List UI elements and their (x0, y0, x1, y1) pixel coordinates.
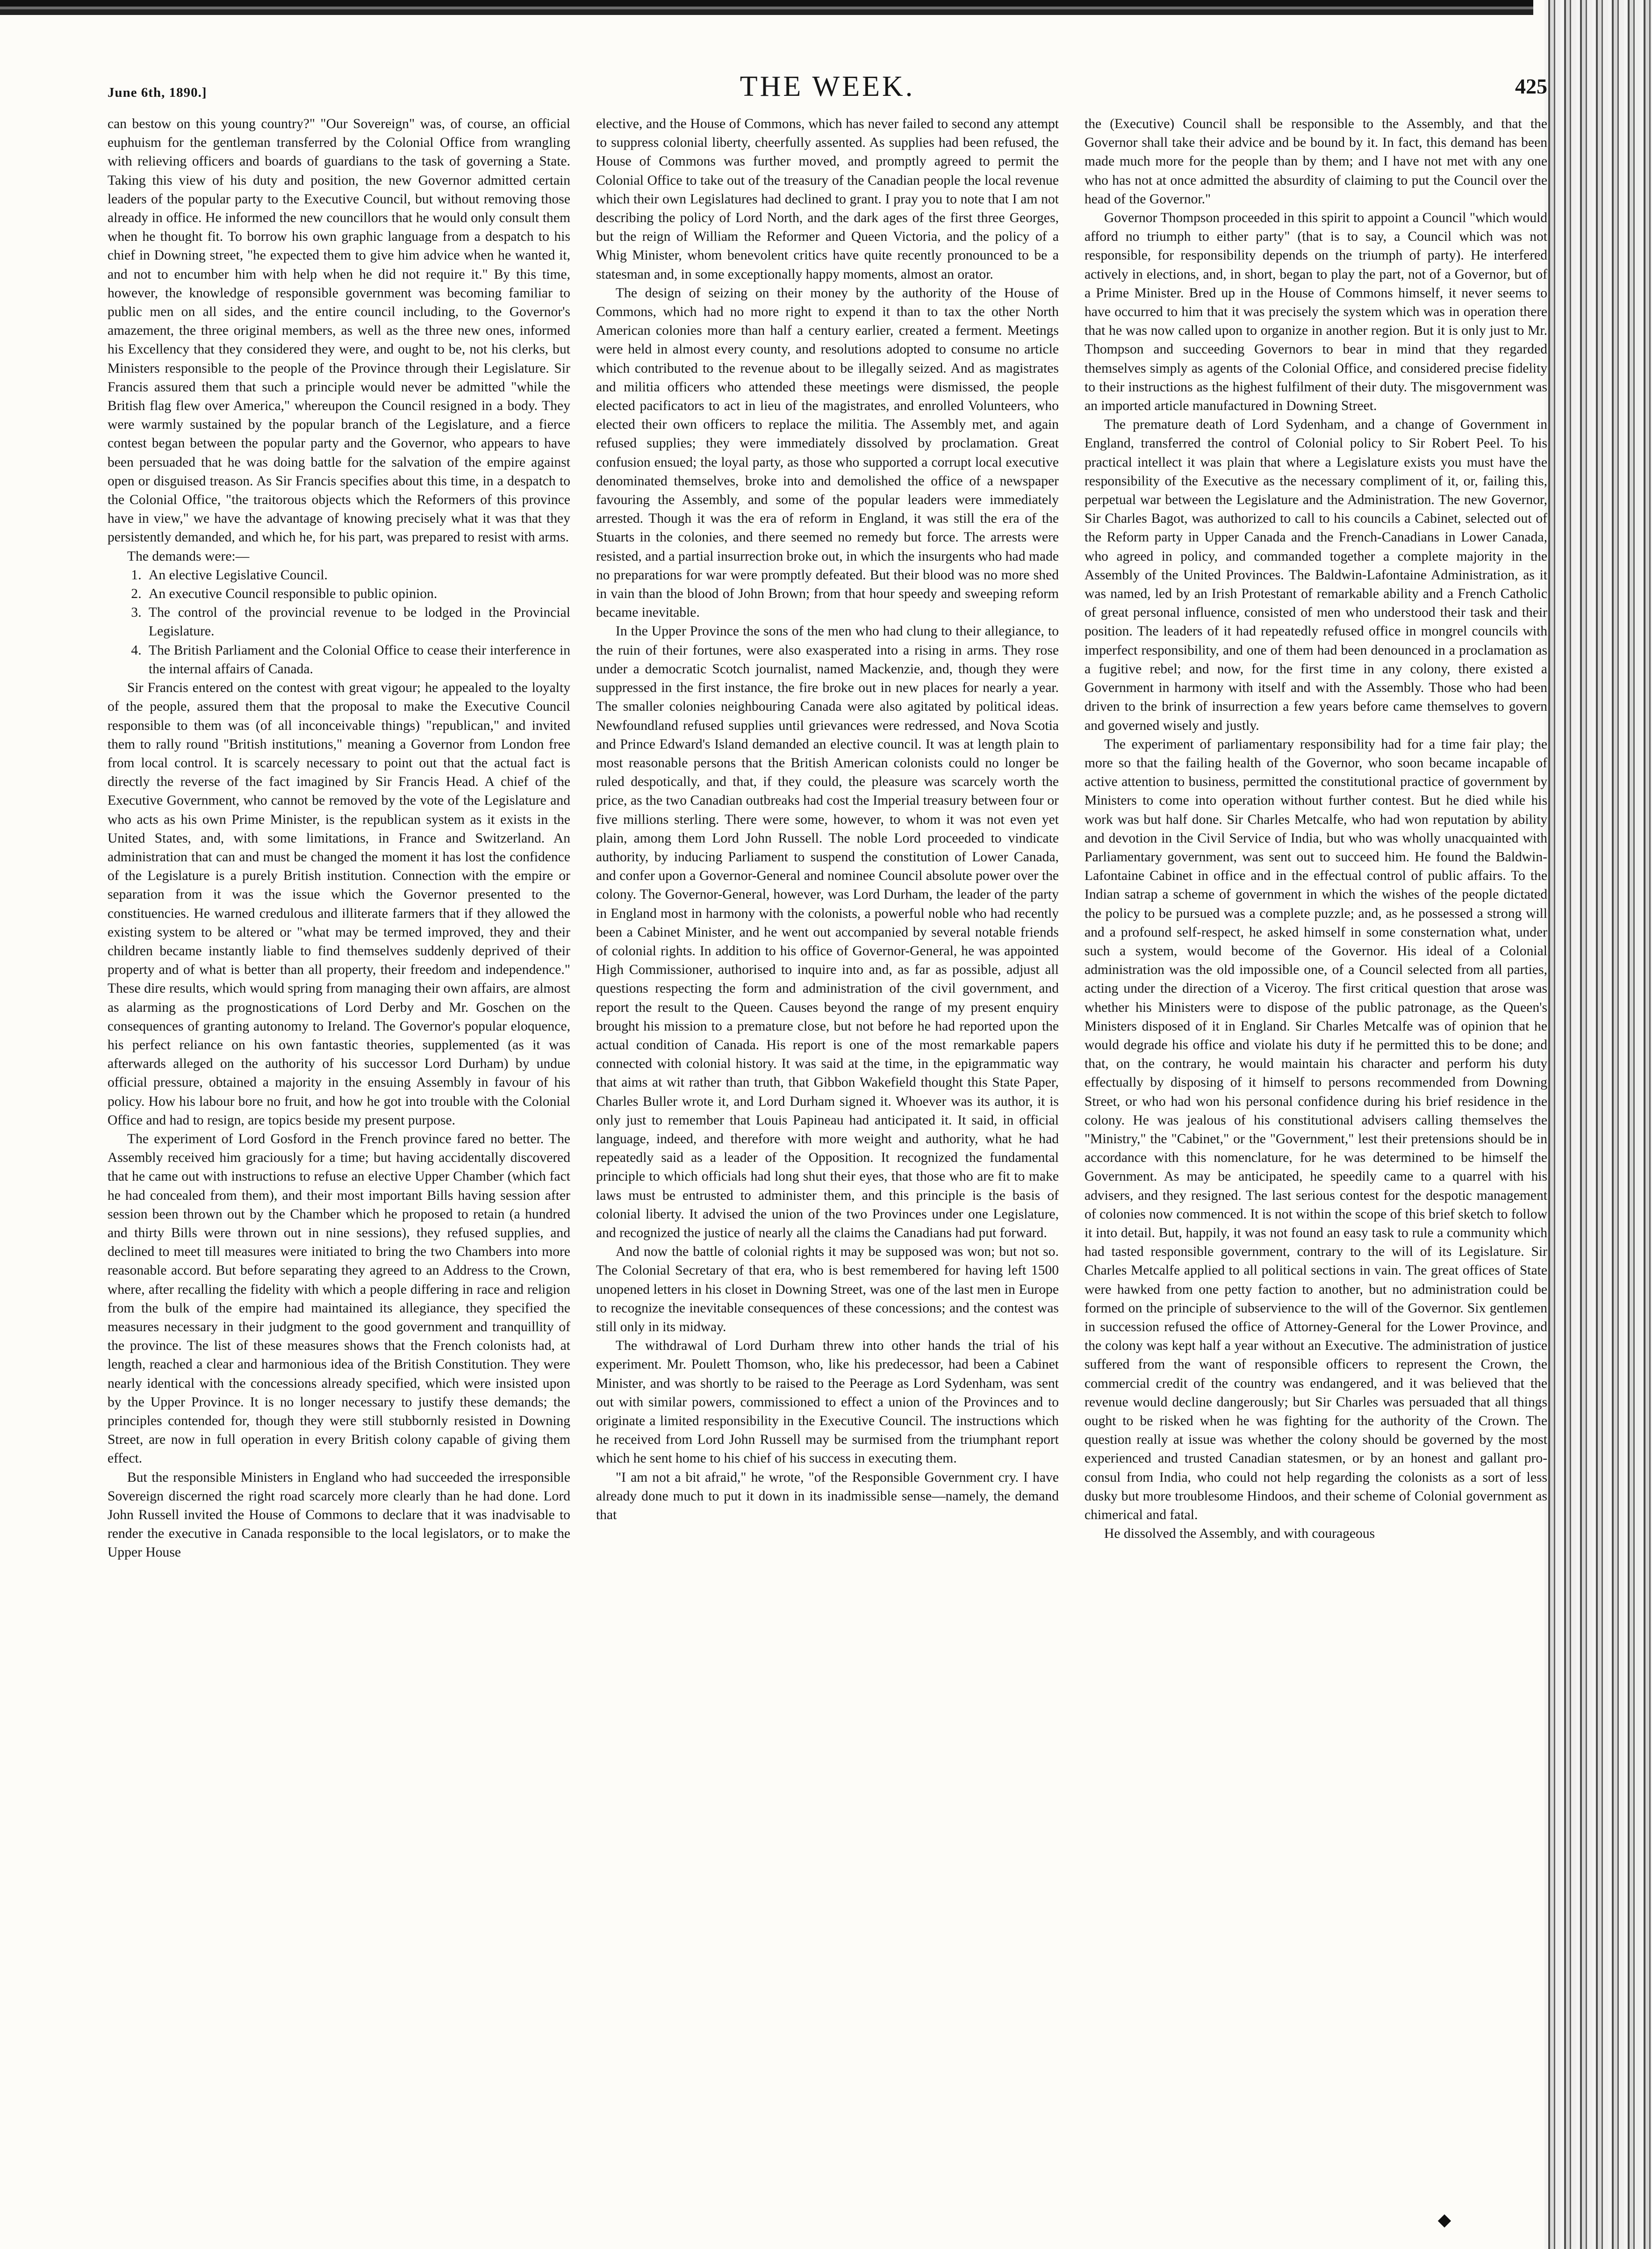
paragraph: "I am not a bit afraid," he wrote, "of the Responsible Government cry. I have already done much to put it down in its inadmissible sense—namely, the demand that (596, 1470, 1059, 1523)
paragraph: But the responsible Ministers in England who had succeeded the irresponsible Sovereign discerned the right road scarcely more clearly than he had done. Lord John Russell invited the House of Commons to declare that it was inadvisable to render the executive in Canada responsible to the local legislators, or to make the Upper House (108, 1470, 570, 1560)
paragraph: The experiment of parliamentary responsibility had for a time fair play; the more so that the failing health of the Governor, who soon became incapable of active attention to business, permitted the constitutional practice of government by Ministers to come into operation without further contest. But he died while his work was but half done. Sir Charles Metcalfe, who had won reputation by ability and devotion in the Civil Service of India, but who was wholly unacquainted with Parliamentary government, was sent out to succeed him. He found the Baldwin-Lafontaine Cabinet in office and in the effectual control of public affairs. To the Indian satrap a scheme of government in which the wishes of the people dictated the policy to be pursued was a complete puzzle; and, as he possessed a strong will and a profound self-respect, he asked himself in some consternation what, under such a system, would become of the Governor. His ideal of a Colonial administration was the old impossible one, of a Council selected from all parties, acting under the direction of a Viceroy. The first critical question that arose was whether his Ministers were to dispose of the public patronage, as the Queen's Ministers disposed of it in England. Sir Charles Metcalfe was of opinion that he would degrade his office and violate his duty if he permitted this to be done; and that, on the contrary, he would maintain his character and perform his duty effectually by disposing of it himself to persons recommended from Downing Street, or who had won his personal confidence during his brief residence in the colony. He was jealous of his constitutional advisers calling themselves the "Ministry," the "Cabinet," or the "Government," lest their pretensions should be in accordance with this nomenclature, for he was determined to be himself the Government. As may be anticipated, he speedily came to a quarrel with his advisers, and they resigned. The last serious contest for the despotic management of colonies now commenced. It is not within the scope of this brief sketch to follow it into detail. But, happily, it was not found an easy task to rule a community which had tasted responsible government, contrary to the will of its Legislature. Sir Charles Metcalfe applied to all political sections in vain. The great offices of State were hawked from one petty faction to another, but no administration could be formed on the principle of subservience to the will of the Governor. Six gentlemen in succession refused the office of Attorney-General for the Lower Province, and the colony was kept half a year without an Executive. The administration of justice suffered from the want of responsible officers to represent the Crown, the commercial credit of the country was endangered, and it was believed that the revenue would decline dangerously; but Sir Charles was persuaded that all things ought to be risked when he was fighting for the authority of the Crown. The question really at issue was whether the colony should be governed by the most experienced and trusted Canadian statesmen, or by an honest and gallant pro-consul from India, who could not help regarding the colonists as a sort of less dusky but more troublesome Hindoos, and their scheme of Colonial government as chimerical and fatal. (1085, 736, 1547, 1523)
column-1 (108, 115, 570, 2191)
paragraph: the (Executive) Council shall be responsible to the Assembly, and that the Governor shall take their advice and be bound by it. In fact, this demand has been made much more for the people than by them; and I have not met with any one who has not at once admitted the absurdity of claiming to put the Council over the head of the Governor." (1085, 116, 1547, 207)
paragraph: And now the battle of colonial rights it may be supposed was won; but not so. The Colonial Secretary of that era, who is best remembered for having left 1500 unopened letters in his closet in Downing Street, was one of the last men in Europe to recognize the inevitable consequences of these concessions; and the contest was still only in its midway. (596, 1244, 1059, 1334)
paragraph: The experiment of Lord Gosford in the French province fared no better. The Assembly received him graciously for a time; but having accidentally discovered that he came out with instructions to refuse an elective Upper Chamber (which fact he had concealed from them), and their most important Bills having session after session been thrown out by the Chamber which he proposed to retain (a hundred and thirty Bills were thrown out in nine sessions), they refused supplies, and declined to meet till measures were initiated to bring the two Chambers into more reasonable accord. But before separating they agreed to an Address to the Crown, where, after recalling the fidelity with which a people differing in race and religion from the bulk of the empire had maintained its allegiance, they specified the measures necessary in their judgment to the good government and tranquillity of the province. The list of these measures shows that the French colonists had, at length, reached a clear and harmonious idea of the British Constitution. They were nearly identical with the concessions already specified, which were insisted upon by the Upper Province. It is no longer necessary to justify these demands; the principles contended for, though they were still stubbornly resisted in Downing Street, are now in full operation in every British colony capable of giving them effect. (108, 1131, 570, 1466)
paragraph: He dissolved the Assembly, and with courageous (1104, 1526, 1375, 1542)
paragraph: The design of seizing on their money by the authority of the House of Commons, which had no more right to expend it than to tax the other North American colonies more than half a century earlier, created a ferment. Meetings were held in almost every county, and resolutions adopted to consume no article which contributed to the revenue about to be illegally seized. And as magistrates and militia officers who attended these meetings were dismissed, the people elected pacificators to act in lieu of the magistrates, and enrolled Volunteers, who elected their own officers to replace the militia. The Assembly met, and again refused supplies; they were immediately dissolved by proclamation. Great confusion ensued; the loyal party, as those who supported a corrupt local executive denominated themselves, broke into and demolished the office of a newspaper favouring the Assembly, and some of the popular leaders were immediately arrested. Though it was the era of reform in England, it was still the era of the Stuarts in the colonies, and there seemed no remedy but force. The arrests were resisted, and a partial insurrection broke out, in which the insurgents who had made no preparations for war were promptly defeated. But their blood was no more shed in vain than the blood of John Brown; from that hour speedy and sweeping reform became inevitable. (596, 285, 1059, 620)
top-rule (0, 0, 1533, 15)
list-item: 2. An executive Council responsible to public opinion. (145, 584, 570, 603)
demands-list (108, 566, 570, 678)
paragraph: The withdrawal of Lord Durham threw into other hands the trial of his experiment. Mr. Poulett Thomson, who, like his predecessor, had been a Cabinet Minister, and was shortly to be raised to the Peerage as Lord Sydenham, was sent out with similar powers, commissioned to effect a union of the Provinces and to originate a limited responsibility in the Executive Council. The instructions which he received from Lord John Russell may be surmised from the triumphant report which he sent home to his chief of his success in executing them. (596, 1338, 1059, 1466)
binding-edge (1544, 0, 1652, 2249)
page-number: 425 (1515, 74, 1547, 98)
article-body (108, 115, 1547, 2191)
column-3 (1085, 115, 1547, 2191)
paragraph: Governor Thompson proceeded in this spirit to appoint a Council "which would afford no triumph to either party" (that is to say, a Council which was not responsible, for responsibility depends on the triumph of party). He interfered actively in elections, and, in short, began to play the part, not of a Governor, but of a Prime Minister. Bred up in the House of Commons himself, it never seems to have occurred to him that it was precisely the system which was in operation there that he was now called upon to organize in another region. But it is only just to Mr. Thompson and succeeding Governors to bear in mind that they regarded themselves simply as agents of the Colonial Office, and considered precise fidelity to their instructions as the highest fulfilment of their duty. The misgovernment was an imported article manufactured in Downing Street. (1085, 210, 1547, 414)
paragraph: can bestow on this young country?" "Our Sovereign" was, of course, an official euphuism for the gentleman transferred by the Colonial Office from wrangling with relieving officers and boards of guardians to the task of governing a State. Taking this view of his duty and position, the new Governor admitted certain leaders of the popular party to the Executive Council, but without removing those already in office. He informed the new councillors that he would only consult them when he thought fit. To borrow his own graphic language from a despatch to his chief in Downing street, "he expected them to give him advice when he wanted it, and not to encumber him with help when he did not require it." By this time, however, the knowledge of responsible government was becoming familiar to public men on all sides, and the entire council including, to the Governor's amazement, the three original members, as well as the three new ones, informed his Excellency that they considered they were, and ought to be, not his clerks, but Ministers responsible to the people of the Province through their Legislature. Sir Francis assured them that such a principle would never be admitted "while the British flag flew over America," whereupon the Council resigned in a body. They were warmly sustained by the popular branch of the Legislature, and a fierce contest began between the popular party and the Governor, who appears to have been persuaded that he was doing battle for the salvation of the empire against open or disguised treason. As Sir Francis specifies about this time, in a despatch to the Colonial Office, "the traitorous objects which the Reformers of this province have in view," we have the advantage of knowing precisely what it was that they persistently demanded, and which he, for his part, was prepared to resist with arms. (108, 116, 570, 545)
paragraph: The demands were:— (127, 548, 250, 564)
publication-title: THE WEEK. (740, 71, 915, 102)
issue-date: June 6th, 1890.] (108, 85, 207, 100)
list-item: 1. An elective Legislative Council. (145, 566, 570, 584)
column-2 (596, 115, 1059, 2191)
corner-mark (1438, 2214, 1451, 2227)
paragraph: In the Upper Province the sons of the men who had clung to their allegiance, to the ruin of their fortunes, were also exasperated into a rising in arms. They rose under a democratic Scotch journalist, named Mackenzie, and, though they were suppressed in the first instance, the fire broke out in new places for nearly a year. The smaller colonies neighbouring Canada were also agitated by political ideas. Newfoundland refused supplies until grievances were redressed, and Nova Scotia and Prince Edward's Island demanded an elective council. It was at length plain to most reasonable persons that the British American colonists could no longer be ruled despotically, and that, if they could, the pleasure was scarcely worth the price, as the two Canadian outbreaks had cost the Imperial treasury between four or five millions sterling. There were some, however, to whom it was not even yet plain, among them Lord John Russell. The noble Lord proceeded to vindicate authority, by inducing Parliament to suspend the constitution of Lower Canada, and confer upon a Governor-General and nominee Council absolute power over the colony. The Governor-General, however, was Lord Durham, the leader of the party in England most in harmony with the colonists, a powerful noble who had recently been a Cabinet Minister, and he went out accompanied by several notable friends of colonial rights. In addition to his office of Governor-General, he was appointed High Commissioner, authorised to inquire into and, as far as possible, adjust all questions respecting the form and administration of the civil government, and report the result to the Queen. Causes beyond the range of my present enquiry brought his mission to a premature close, but not before he had reported upon the actual condition of Canada. His report is one of the most remarkable papers connected with colonial history. It was said at the time, in the epigrammatic way that aims at wit rather than truth, that Gibbon Wakefield thought this State Paper, Charles Buller wrote it, and Lord Durham signed it. Whoever was its author, it is only just to remember that Louis Papineau had anticipated it. It said, in official language, indeed, and therefore with more weight and authority, what he had repeatedly said as a leader of the Opposition. It recognized the fundamental principle to which officials had long shut their eyes, that those who are fit to make laws must be entrusted to administer them, and this principle is the basis of colonial liberty. It advised the union of the two Provinces under one Legislature, and recognized the justice of nearly all the claims the Canadians had put forward. (596, 624, 1059, 1240)
paragraph: Sir Francis entered on the contest with great vigour; he appealed to the loyalty of the people, assured them that the proposal to make the Executive Council responsible to them was (of all inconceivable things) "republican," and invited them to rally round "British institutions," meaning a Governor from London free from local control. It is scarcely necessary to point out that the actual fact is directly the reverse of the fact imagined by Sir Francis Head. A chief of the Executive Government, who cannot be removed by the vote of the Legislature and who acts as his own Prime Minister, is the republican system as it exists in the United States, and, with some limitations, in France and Switzerland. An administration that can and must be changed the moment it has lost the confidence of the Legislature is a purely British institution. Connection with the empire or separation from it was the issue which the Governor presented to the constituencies. He warned credulous and illiterate farmers that if they allowed the existing system to be altered or "what may be termed improved, they and their children became instantly liable to find themselves suddenly deprived of their property and of what is better than all property, their freedom and independence." These dire results, which would spring from managing their own affairs, are almost as alarming as the prognostications of Lord Derby and Mr. Goschen on the consequences of granting autonomy to Ireland. The Governor's popular eloquence, his perfect reliance on his own fantastic theories, supplemented (as it was afterwards alleged on the authority of his successor Lord Durham) by undue official pressure, obtained a majority in the ensuing Assembly in favour of his policy. How his labour bore no fruit, and how he got into trouble with the Colonial Office and had to resign, are topics beside my present purpose. (108, 680, 570, 1128)
paragraph: elective, and the House of Commons, which has never failed to second any attempt to suppress colonial liberty, cheerfully assented. As supplies had been refused, the House of Commons was further moved, and promptly agreed to permit the Colonial Office to take out of the treasury of the Canadian people the local revenue which their own Legislatures had declined to grant. I pray you to note that I am not describing the policy of Lord North, and the dark ages of the first three Georges, but the reign of William the Reformer and Queen Victoria, and the policy of a Whig Minister, whom benevolent critics have quite recently pronounced to be a statesman and, in some exceptionally happy moments, almost an orator. (596, 116, 1059, 282)
list-item: 4. The British Parliament and the Colonial Office to cease their interference in the internal affairs of Canada. (145, 641, 570, 678)
page-header (108, 70, 1547, 112)
list-item: 3. The control of the provincial revenue to be lodged in the Provincial Legislature. (145, 603, 570, 641)
paragraph: The premature death of Lord Sydenham, and a change of Government in England, transferred the control of Colonial policy to Sir Robert Peel. To his practical intellect it was plain that where a Legislature exists you must have the responsibility of the Executive as the necessary compliment of it, or, failing this, perpetual war between the Legislature and the Administration. The new Governor, Sir Charles Bagot, was authorized to call to his councils a Cabinet, selected out of the Reform party in Upper Canada and the French-Canadians in Lower Canada, who agreed in policy, and commanded together a complete majority in the Assembly of the United Provinces. The Baldwin-Lafontaine Administration, as it was named, led by an Irish Protestant of remarkable ability and a French Catholic of great personal influence, consisted of men who understood their task and their position. The leaders of it had repeatedly refused office in mongrel councils with imperfect responsibility, and one of them had been denounced in a proclamation as a fugitive rebel; and now, for the first time in any colony, there existed a Government in harmony with itself and with the Assembly. Those who had been driven to the brink of insurrection a few years before came themselves to govern and governed wisely and justly. (1085, 417, 1547, 733)
